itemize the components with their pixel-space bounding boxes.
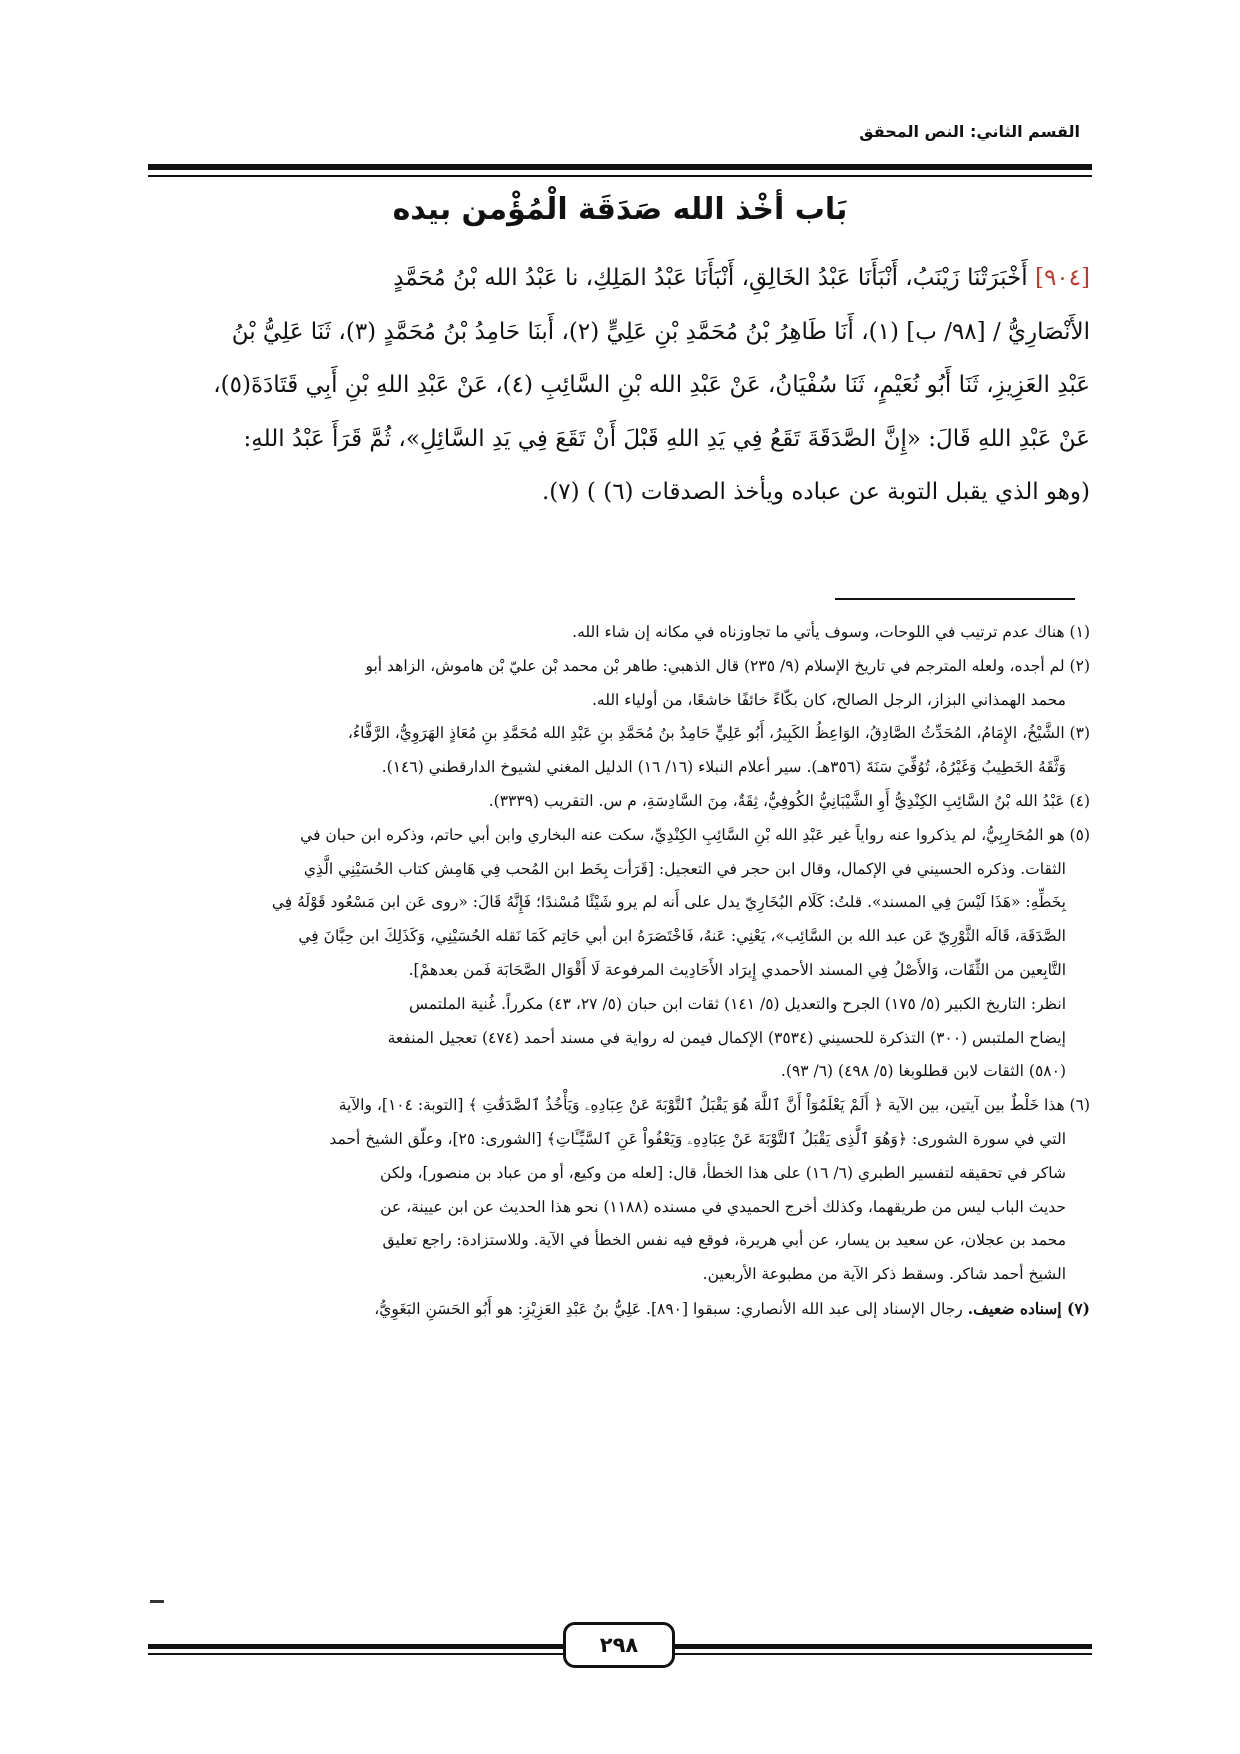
hadith-text xyxy=(150,252,1090,520)
footnote-5-line-5: التَّابِعين من الثِّقَات، وَالأَصْلُ فِي المسند الأحمدي إِيرَاد الأَحَادِيث المرفوعة لَا أَقْوَال الصَّحَابَة فَمن بعدهمْ]. xyxy=(408,960,1066,979)
footnote-2: (٢) لم أجده، ولعله المترجم في تاريخ الإسلام (٩/ ٢٣٥) قال الذهبي: طاهر بْن محمد بْن عليّ بْن هاموش، الزاهد أبو xyxy=(365,656,1090,675)
footnotes xyxy=(150,616,1090,1327)
hadith-line-2: الأَنْصَارِيُّ / [٩٨/ ب] (١)، أَنَا طَاهِرُ بْنُ مُحَمَّدِ بْنِ عَلِيٍّ (٢)، أَبنَا حَامِدُ بْنُ مُحَمَّدٍ (٣)، ثَنَا عَلِيُّ بْنُ xyxy=(231,318,1090,345)
footnote-separator xyxy=(835,598,1075,600)
hadith-line-5: (وهو الذي يقبل التوبة عن عباده ويأخذ الصدقات (٦) ) (٧). xyxy=(541,479,1090,506)
hadith-line-3: عَبْدِ العَزِيزِ، ثَنَا أَبُو نُعَيْمٍ، ثَنَا سُفْيَانُ، عَنْ عَبْدِ الله بْنِ السَّائِبِ (٤)، عَنْ عَبْدِ اللهِ بْنِ أَبِي قَتَادَةَ(٥)، xyxy=(213,372,1090,399)
running-header: القسم الثاني: النص المحقق xyxy=(859,122,1080,141)
footnote-5-line-3: بِخَطِّهِ: «هَذَا لَيْسَ فِي المسند». قلتُ: كَلَام البُخَارِيّ يدل على أَنه لم يرو شَيْئًا مُسْندًا؛ فَإِنَّهُ قَالَ: «روى عَن ابن مَسْعُود قَوْلَهُ فِي xyxy=(271,893,1066,912)
footnote-2-cont: محمد الهمذاني البزاز، الرجل الصالح، كان بكّاءً خائفًا خاشعًا، من أولياء الله. xyxy=(591,690,1066,709)
footnote-5-line-8: (٥٨٠) الثقات لابن قطلوبغا (٥/ ٤٩٨) (٦/ ٩٣). xyxy=(780,1062,1066,1081)
chapter-title: بَاب أخْذ الله صَدَقَة الْمُؤْمن بيده xyxy=(392,192,848,227)
header-rule xyxy=(148,164,1092,170)
footnote-7-text: رجال الإسناد إلى عبد الله الأنصاري: سبقوا [٨٩٠]. عَلِيُّ بنُ عَبْدِ العَزِيْزِ: هو أَبُو الحَسَنِ البَغَوِيُّ، xyxy=(374,1299,968,1318)
footnote-6-line-4: حديث الباب ليس من طريقهما، وكذلك أخرج الحميدي في مسنده (١١٨٨) نحو هذا الحديث عن ابن عيينة، عن xyxy=(380,1197,1066,1216)
footnote-3-cont: وَثَّقَهُ الخَطِيبُ وَغَيْرُهُ، تُوُفِّيَ سَنَةَ (٣٥٦هـ). سير أعلام النبلاء (١٦/ ١٦) الدليل المغني لشيوخ الدارقطني (١٤٦). xyxy=(381,758,1066,777)
continuation-dash xyxy=(150,1600,164,1603)
hadith-line-4: عَنْ عَبْدِ اللهِ قَالَ: «إِنَّ الصَّدَقَةَ تَقَعُ فِي يَدِ اللهِ قَبْلَ أَنْ تَقَعَ فِي يَدِ السَّائِلِ»، ثُمَّ قَرَأَ عَبْدُ اللهِ: xyxy=(243,425,1090,452)
header-rule-thin xyxy=(148,175,1092,177)
footnote-6: (٦) هذا خَلْطٌ بين آيتين، بين الآية ﴿ أَلَمْ يَعْلَمُوٓاْ أَنَّ ٱللَّهَ هُوَ يَقْبَلُ ٱلتَّوْبَةَ عَنْ عِبَادِهِۦ وَيَأْخُذُ ٱلصَّدَقَٰتِ ﴾ [التوبة: ١٠٤]، والآية xyxy=(338,1096,1090,1115)
footnote-5-line-4: الصَّدَقَة، قَالَه الثَّوْرِيّ عَن عبد الله بن السَّائِب»، يَعْنِي: عَنهُ، فَاخْتَصَرَهُ ابن أبي حَاتِم كَمَا نَقله الحُسَيْنِي، وَكَذَلِكَ ابن حِبَّانَ فِي xyxy=(298,927,1066,946)
footnote-4: (٤) عَبْدُ الله بْنُ السَّائِبِ الكِنْدِيُّ أَوِ الشَّيْبَانِيُّ الكُوفِيُّ، ثِقَةٌ، مِنَ السَّادِسَةِ، م س. التقريب (٣٣٣٩). xyxy=(488,791,1090,810)
footnote-6-line-5: محمد بن عجلان، عن سعيد بن يسار، عن أبي هريرة، فوقع فيه نفس الخطأ في الآية. وللاستزادة: راجع تعليق xyxy=(382,1231,1066,1250)
footnote-6-line-3: شاكر في تحقيقه لتفسير الطبري (٦/ ١٦) على هذا الخطأ، قال: [لعله من وكيع، أو من عباد بن منصور]، ولكن xyxy=(380,1163,1066,1182)
footnote-7-label: (٧) إسناده ضعيف. xyxy=(967,1298,1090,1318)
footnote-6-line-2: التي في سورة الشورى: ﴿وَهُوَ ٱلَّذِى يَقْبَلُ ٱلتَّوْبَةَ عَنْ عِبَادِهِۦ وَيَعْفُواْ عَنِ ٱلسَّيِّـَٔاتِ﴾ [الشورى: ٢٥]، وعلّق الشيخ أحمد xyxy=(329,1129,1066,1148)
footnote-5-line-6: انظر: التاريخ الكبير (٥/ ١٧٥) الجرح والتعديل (٥/ ١٤١) ثقات ابن حبان (٥/ ٢٧، ٤٣) مكرراً. غُنية الملتمس xyxy=(409,994,1066,1013)
footnote-1: (١) هناك عدم ترتيب في اللوحات، وسوف يأتي ما تجاوزناه في مكانه إن شاء الله. xyxy=(572,623,1090,641)
footnote-5-line-2: الثقات. وذكره الحسيني في الإكمال، وقال ابن حجر في التعجيل: [قَرَأت بِخَط ابن المُحب فِي هَامِش كتاب الحُسَيْنِي الَّذِي xyxy=(303,859,1066,878)
footnote-5: (٥) هو المُحَارِبِيُّ، لم يذكروا عنه رواياً غير عَبْدِ الله بْنِ السَّائِبِ الكِنْدِيِّ، سكت عنه البخاري وابن أبي حاتم، وذكره ابن حبان في xyxy=(300,825,1090,844)
page-number: ٢٩٨ xyxy=(563,1622,675,1668)
hadith-line-1: [٩٠٤] أَخْبَرَتْنَا زَيْنَبُ، أَنْبَأَنَا عَبْدُ الخَالِقِ، أَنْبَأَنَا عَبْدُ المَلِكِ، نا عَبْدُ الله بْنُ مُحَمَّدٍ xyxy=(393,265,1090,291)
footnote-5-line-7: إيضاح الملتبس (٣٠٠) التذكرة للحسيني (٣٥٣٤) الإكمال فيمن له رواية في مسند أحمد (٤٧٤) تعجيل المنفعة xyxy=(387,1028,1066,1047)
footnote-3: (٣) الشَّيْخُ، الإِمَامُ، المُحَدِّثُ الصَّادِقُ، الوَاعِظُ الكَبِيرُ، أَبُو عَلِيٍّ حَامِدُ بنُ مُحَمَّدِ بنِ عَبْدِ الله مُحَمَّدِ بنِ مُعَاذٍ الهَرَوِيُّ، الرَّفَّاءُ، xyxy=(347,724,1090,743)
footnote-6-line-6: الشيخ أحمد شاكر. وسقط ذكر الآية من مطبوعة الأربعين. xyxy=(702,1265,1066,1284)
footnote-7 xyxy=(150,1292,1090,1327)
hadith-number: [٩٠٤] xyxy=(1034,265,1090,291)
